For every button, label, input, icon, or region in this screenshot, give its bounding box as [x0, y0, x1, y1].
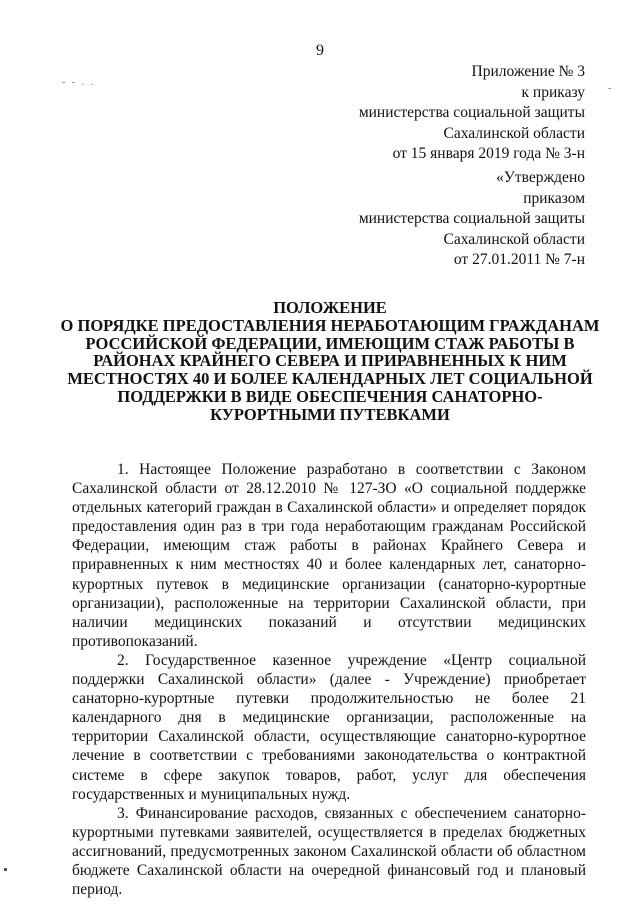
title-line: ПОДДЕРЖКИ В ВИДЕ ОБЕСПЕЧЕНИЯ САНАТОРНО- [117, 386, 543, 406]
approval-line: министерства социальной защиты [358, 210, 585, 227]
paragraph-3: 3. Финансирование расходов, связанных с обеспечением санаторно-курортными путевками заявителей, осуществляется в пределах бюджетных ассигнований, предусмотренных законом Сахалинской области об областном бюджете Сахалинской области на очередной финансовый год и плановый период. [72, 804, 586, 899]
appendix-line: от 15 января 2019 года № 3-н [392, 145, 585, 162]
title-line: ПОЛОЖЕНИЕ [273, 298, 387, 317]
page-number: 9 [316, 42, 324, 59]
title-line: РОССИЙСКОЙ ФЕДЕРАЦИИ, ИМЕЮЩИМ СТАЖ РАБОТЫ В [85, 333, 575, 353]
scan-artifact: - [608, 83, 612, 94]
document-body [72, 460, 586, 899]
appendix-line: министерства социальной защиты [358, 104, 585, 121]
scan-artifact: - - . . [62, 77, 96, 88]
title-line: О ПОРЯДКЕ ПРЕДОСТАВЛЕНИЯ НЕРАБОТАЮЩИМ ГРАЖДАНАМ [60, 315, 600, 335]
document-title [60, 299, 600, 424]
approval-line: от 27.01.2011 № 7-н [453, 251, 585, 268]
appendix-line: Сахалинской области [443, 124, 585, 142]
appendix-header [359, 62, 585, 165]
paragraph-2: 2. Государственное казенное учреждение «Центр социальной поддержки Сахалинской области» (далее - Учреждение) приобретает санаторно-курортные путевки продолжительностью не более 21 календарного дня в медицинские организации, расположенные на территории Сахалинской области, осуществляющие санаторно-курортное лечение в соответствии с требованиями законодательства о контрактной системе в сфере закупок товаров, работ, услуг для обеспечения государственных и муниципальных нужд. [72, 651, 586, 803]
approval-line: «Утверждено [496, 169, 585, 186]
scan-artifact [4, 868, 7, 871]
approval-header [359, 168, 585, 271]
approval-line: приказом [523, 189, 585, 207]
title-line: РАЙОНАХ КРАЙНЕГО СЕВЕРА И ПРИРАВНЕННЫХ К НИМ [93, 351, 567, 371]
title-line: МЕСТНОСТЯХ 40 И БОЛЕЕ КАЛЕНДАРНЫХ ЛЕТ СОЦИАЛЬНОЙ [67, 369, 593, 389]
appendix-line: к приказу [521, 83, 585, 101]
approval-line: Сахалинской области [443, 230, 585, 248]
paragraph-1: 1. Настоящее Положение разработано в соответствии с Законом Сахалинской области от 28.12.2010 № 127-ЗО «О социальной поддержке отдельных категорий граждан в Сахалинской области» и определяет порядок предоставления один раз в три года неработающим гражданам Российской Федерации, имеющим стаж работы в районах Крайнего Севера и приравненных к ним местностях 40 и более календарных лет, санаторно-курортных путевок в медицинские организации (санаторно-курортные организации), расположенные на территории Сахалинской области, при наличии медицинских показаний и отсутствии медицинских противопоказаний. [72, 461, 586, 650]
appendix-line: Приложение № 3 [471, 63, 585, 80]
title-line: КУРОРТНЫМИ ПУТЕВКАМИ [210, 404, 450, 424]
